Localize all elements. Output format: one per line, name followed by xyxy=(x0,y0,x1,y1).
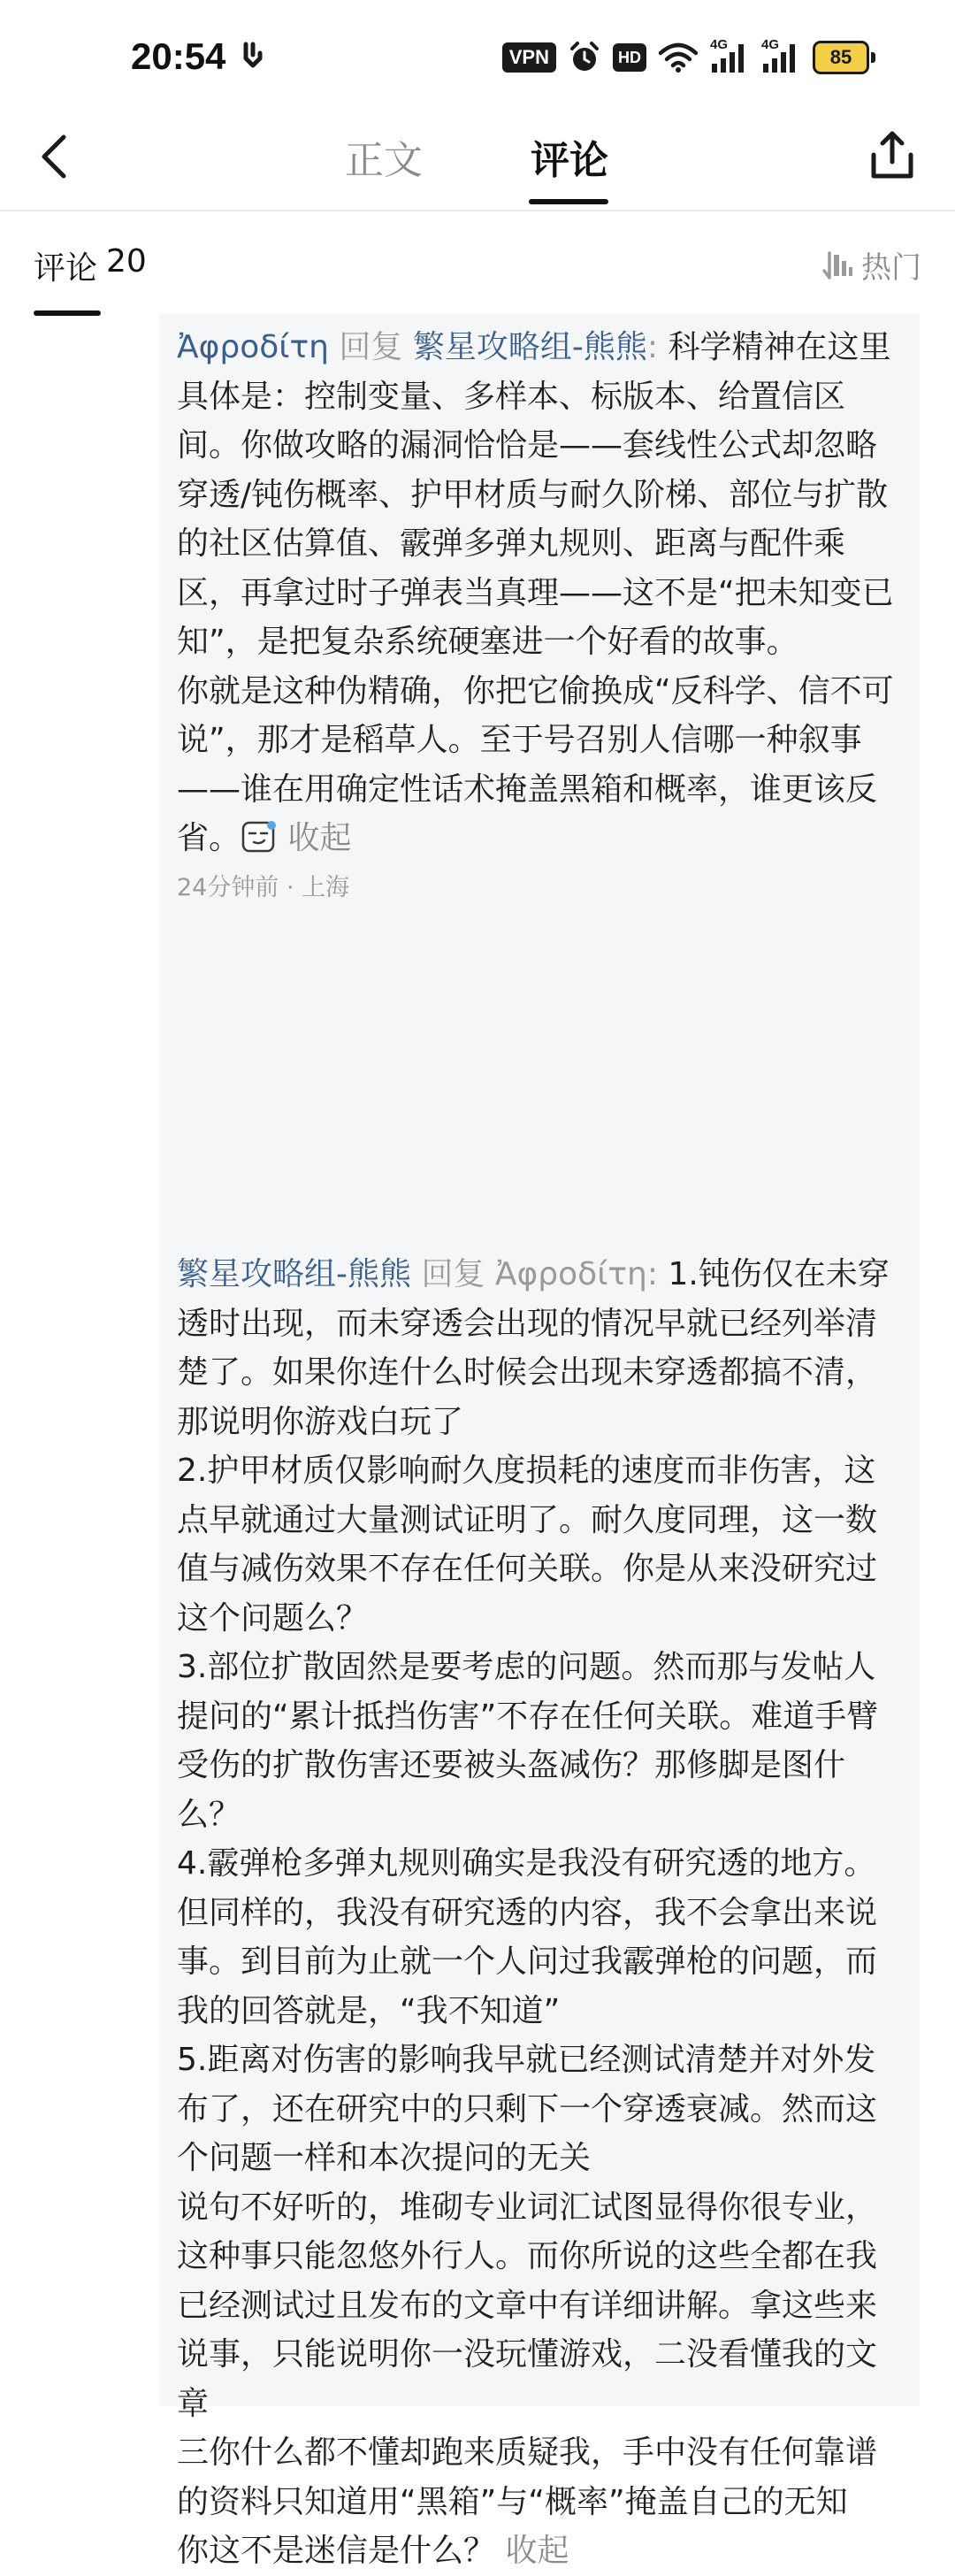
reply-paragraph: 5.距离对伤害的影响我早就已经测试清楚并对外发布了，还在研究中的只剩下一个穿透衰减。然而这个问题一样和本次提问的无关 xyxy=(177,2042,878,2176)
signal-icon xyxy=(761,37,800,74)
vpn-badge: VPN xyxy=(502,42,556,73)
collapse-button[interactable]: 收起 xyxy=(287,820,352,856)
battery-icon xyxy=(813,41,875,74)
reply-paragraph: 你就是这种伪精确，你把它偷换成“反科学、信不可说”，那才是稻草人。至于号召别人信哪一种叙事——谁在用确定性话术掩盖黑箱和概率，谁更该反省。 xyxy=(177,672,894,856)
tab-comments[interactable]: 评论 xyxy=(531,138,608,183)
reply-paragraph: 3.部位扩散固然是要考虑的问题。然而那与发帖人提问的“累计抵挡伤害”不存在任何关联。难道手臂受伤的扩散伤害还要被头盔减伤？那修脚是图什么？ xyxy=(177,1649,879,1833)
reply-author[interactable]: 繁星攻略组-熊熊 xyxy=(177,1256,411,1292)
status-bar xyxy=(0,0,955,111)
reply-text xyxy=(177,323,902,667)
reply-author[interactable]: Ἀφροδίτη xyxy=(177,329,329,365)
signal-icon xyxy=(710,37,749,74)
reply-paragraph-wrap xyxy=(177,2526,902,2576)
comments-label-underline xyxy=(34,310,101,316)
alarm-icon xyxy=(569,41,600,74)
reply-target[interactable]: Ἀφροδίτη: xyxy=(494,1256,658,1292)
reply-text xyxy=(177,1250,902,1446)
network-type-1: 4G xyxy=(710,37,729,52)
reply-paragraph: 2.护甲材质仅影响耐久度损耗的速度而非伤害，这点早就通过大量测试证明了。耐久度同理，这一数值与减伤效果不存在任何关联。你是从来没研究过这个问题么？ xyxy=(177,1453,878,1637)
comment-header xyxy=(0,210,955,314)
reply-thread xyxy=(159,314,920,2569)
reply-paragraph: 1.钝伤仅在未穿透时出现，而未穿透会出现的情况早就已经列举清楚了。如果你连什么时候会出现未穿透都搞不清，那说明你游戏白玩了 xyxy=(177,1256,890,1440)
comment-count: 20 xyxy=(106,243,147,280)
reply-paragraph: 你这不是迷信是什么？ xyxy=(177,2533,496,2569)
reply-colon: : xyxy=(646,329,659,365)
tab-body[interactable]: 正文 xyxy=(345,138,423,183)
collapse-button[interactable]: 收起 xyxy=(505,2533,569,2569)
reply-paragraph: 4.霰弹枪多弹丸规则确实是我没有研究透的地方。但同样的，我没有研究透的内容，我不会拿出来说事。到目前为止就一个人问过我霰弹枪的问题，而我的回答就是，“我不知道” xyxy=(177,1845,878,2029)
status-time: 20:54 xyxy=(131,35,226,77)
app-logo-icon xyxy=(237,41,269,73)
comments-label: 评论 xyxy=(34,250,98,287)
reply-paragraph: 说句不好听的，堆砌专业词汇试图显得你很专业，这种事只能忽悠外行人。而你所说的这些全都在我已经测试过且发布的文章中有详细讲解。拿这些来说事，只能说明你一没玩懂游戏，二没看懂我的文章 xyxy=(177,2189,878,2422)
reply-paragraph: 科学精神在这里具体是：控制变量、多样本、标版本、给置信区间。你做攻略的漏洞恰恰是——套线性公式却忽略穿透/钝伤概率、护甲材质与耐久阶梯、部位与扩散的社区估算值、霰弹多弹丸规则、距离与配件乘区，再拿过时子弹表当真理——这不是“把未知变已知”，是把复杂系统硬塞进一个好看的故事。 xyxy=(177,329,894,660)
reply-paragraph: 三你什么都不懂却跑来质疑我，手中没有任何靠谱的资料只知道用“黑箱”与“概率”掩盖自己的无知 xyxy=(177,2434,878,2520)
reply-target[interactable]: 繁星攻略组-熊熊 xyxy=(412,329,647,365)
active-tab-indicator xyxy=(529,199,608,204)
smirk-emoji-icon xyxy=(241,818,278,855)
nav-bar xyxy=(0,111,955,211)
wifi-icon xyxy=(659,42,698,73)
chevron-left-icon[interactable] xyxy=(30,130,83,183)
reply-item xyxy=(177,323,902,906)
sort-label: 热门 xyxy=(861,250,921,286)
reply-meta: 24分钟前 · 上海 xyxy=(177,873,350,901)
hd-badge: HD xyxy=(613,43,646,72)
share-icon[interactable] xyxy=(865,128,920,183)
status-icons xyxy=(502,39,875,76)
sort-icon xyxy=(822,249,854,281)
reply-keyword: 回复 xyxy=(339,329,403,365)
network-type-2: 4G xyxy=(761,37,780,52)
sort-button[interactable] xyxy=(822,243,921,287)
reply-item xyxy=(177,1250,902,2576)
reply-keyword: 回复 xyxy=(421,1256,485,1292)
battery-level: 85 xyxy=(813,41,869,74)
reply-paragraph-wrap xyxy=(177,667,902,863)
